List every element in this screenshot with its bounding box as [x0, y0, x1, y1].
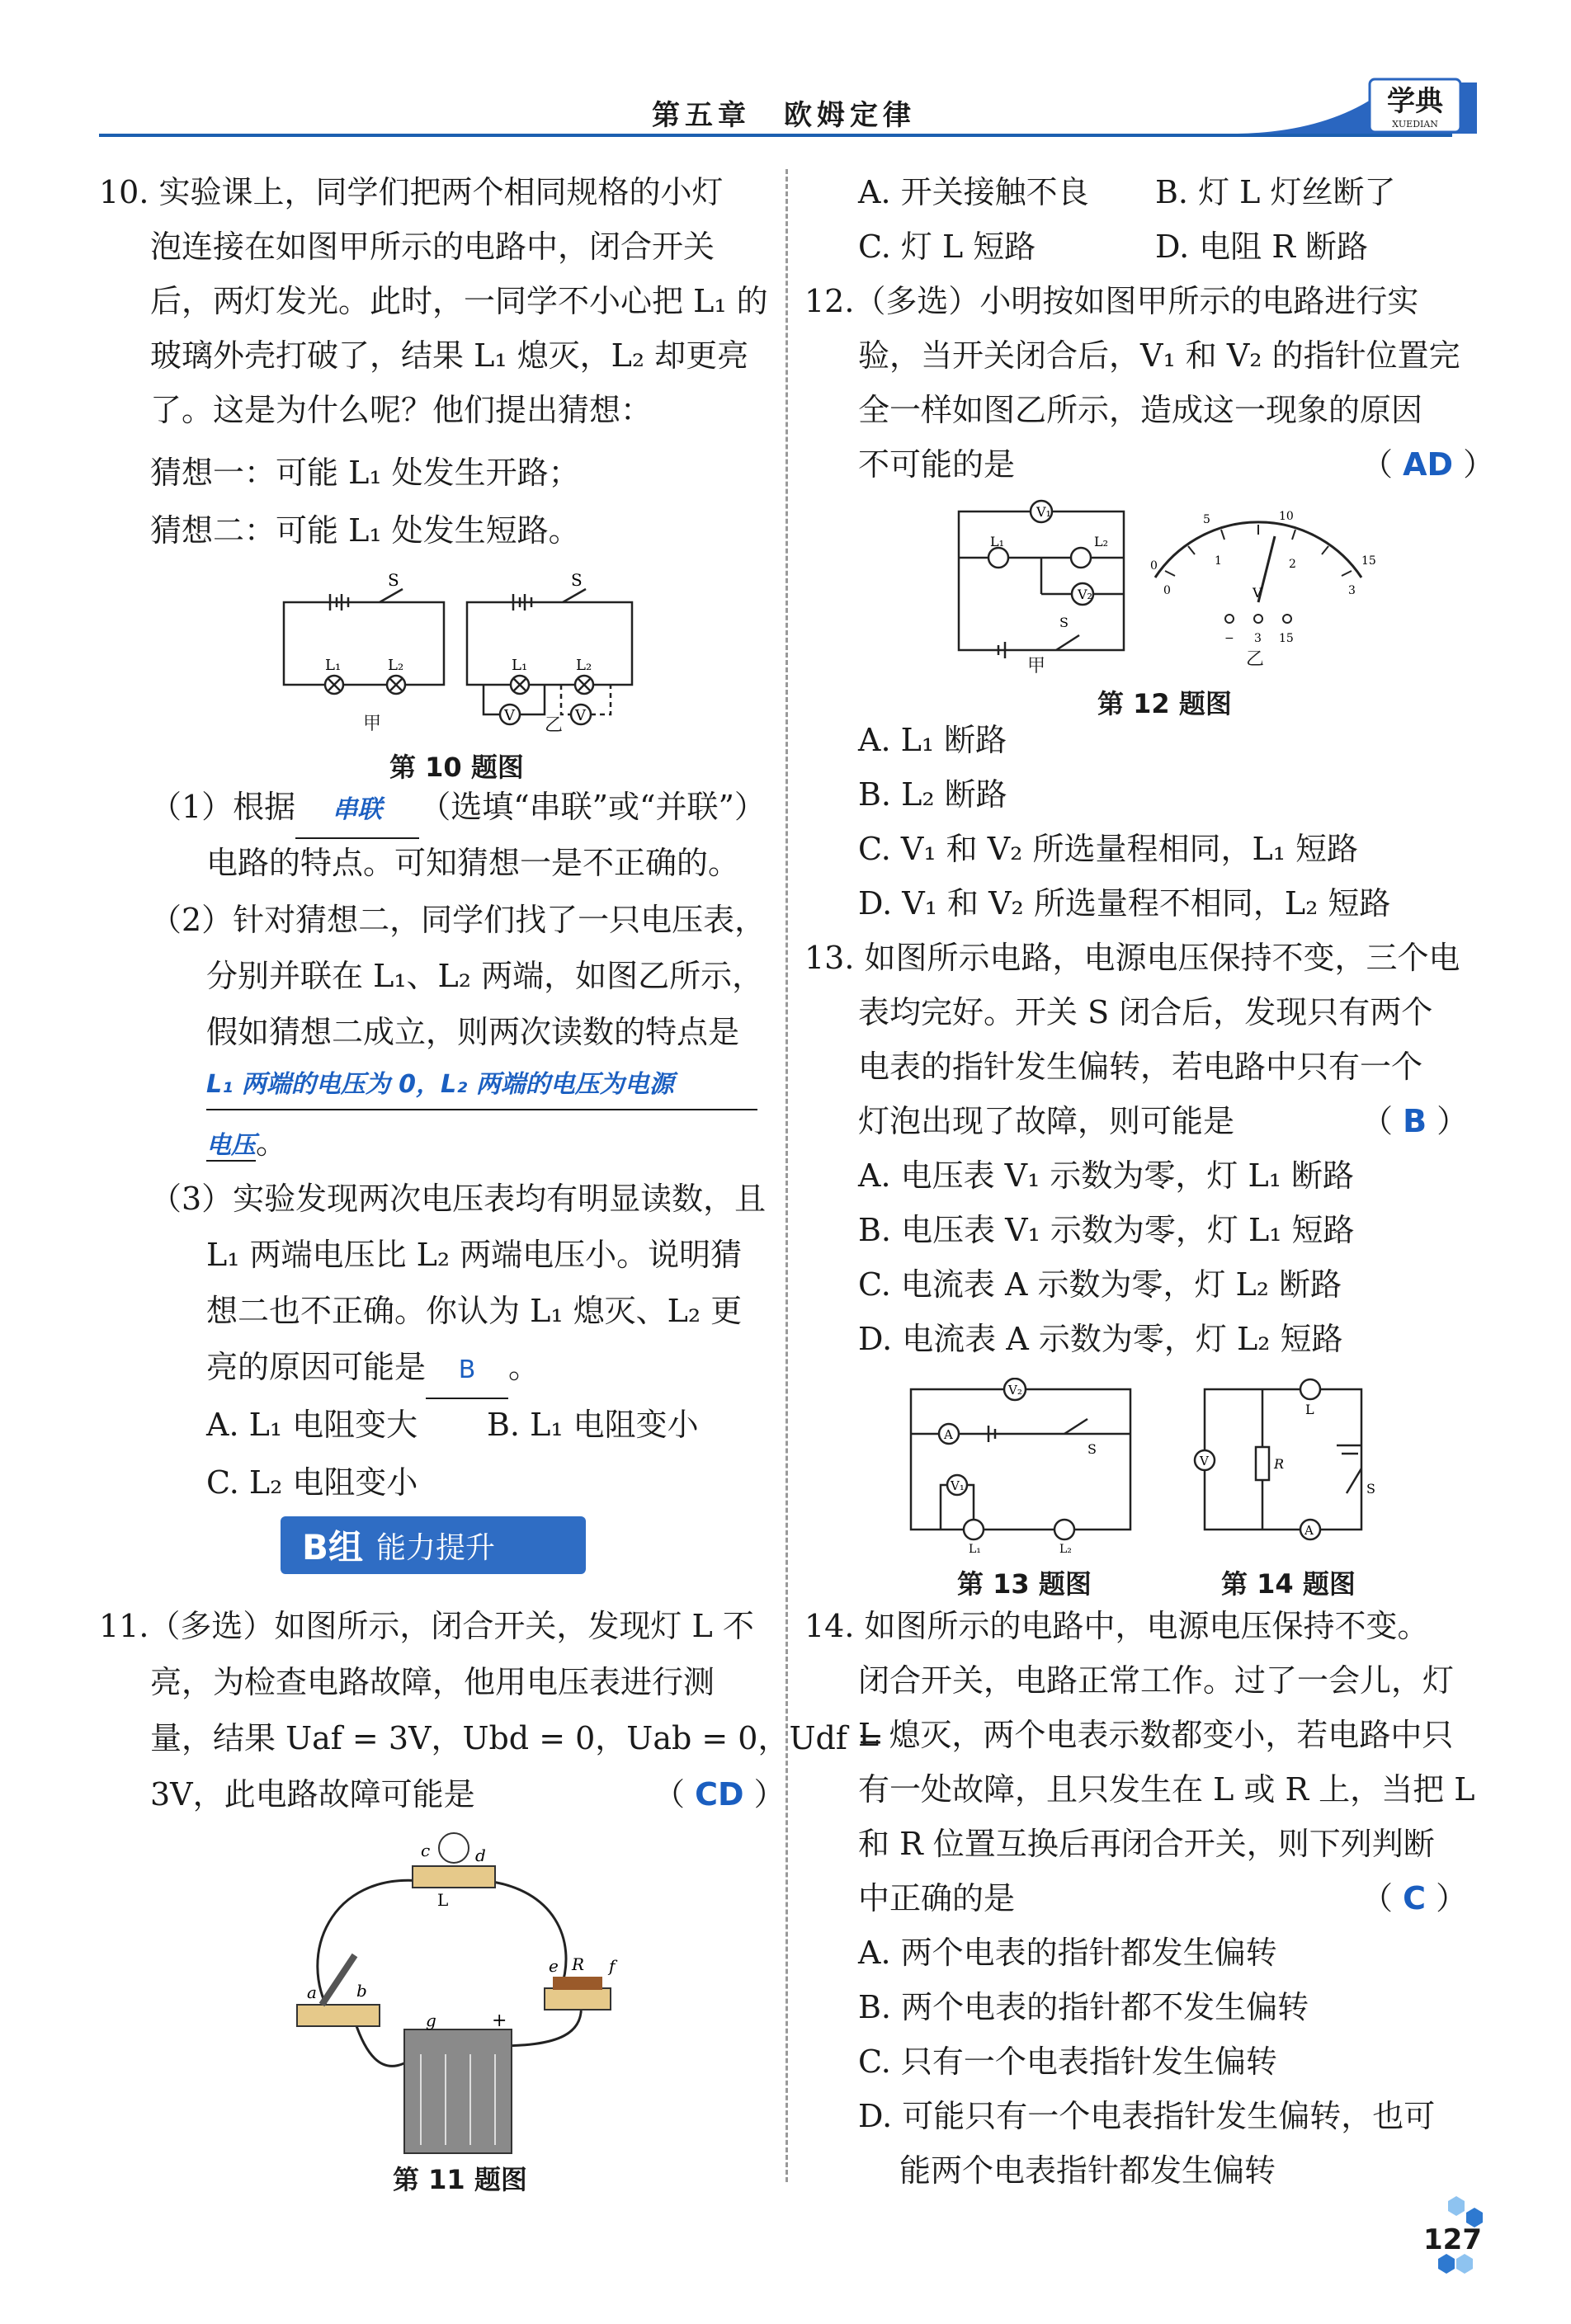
svg-text:V: V — [575, 707, 586, 724]
svg-text:e: e — [549, 1956, 559, 1976]
svg-text:V: V — [1200, 1454, 1209, 1468]
svg-text:1: 1 — [1215, 554, 1222, 568]
q10-line-3: 后，两灯发光。此时，一同学不小心把 L₁ 的 — [150, 283, 768, 319]
q14-option-b: B. 两个电表的指针都不发生偏转 — [858, 1989, 1309, 2025]
q14-option-d: D. 可能只有一个电表指针发生偏转，也可 — [858, 2098, 1436, 2134]
section-banner — [281, 1516, 586, 1574]
q12-option-a: A. L₁ 断路 — [858, 722, 1007, 758]
q10-p2-answer-2-row: 电压。 — [206, 1124, 288, 1161]
svg-text:0: 0 — [1150, 559, 1158, 573]
svg-text:S: S — [388, 570, 399, 590]
q14-fig-caption: 第 14 题图 — [1221, 1568, 1356, 1600]
q10-p3-answer: B — [426, 1340, 508, 1399]
q11-fig-caption: 第 11 题图 — [393, 2164, 527, 2195]
q10-line-4: 玻璃外壳打破了，结果 L₁ 熄灭，L₂ 却更亮 — [150, 337, 749, 374]
q13-line-3: 电表的指针发生偏转，若电路中只有一个 — [858, 1049, 1423, 1085]
q13-option-d: D. 电流表 A 示数为零，灯 L₂ 短路 — [858, 1321, 1343, 1357]
svg-text:−: − — [1224, 632, 1234, 645]
q10-p1-answer: 串联 — [295, 780, 419, 839]
q10-guess-2: 猜想二：可能 L₁ 处发生短路。 — [150, 512, 580, 549]
q14-option-d-cont: 能两个电表指针都发生偏转 — [899, 2152, 1276, 2189]
svg-text:L₁: L₁ — [990, 534, 1005, 549]
svg-text:V₂: V₂ — [1008, 1383, 1022, 1398]
svg-text:a: a — [307, 1982, 317, 2002]
q11-option-b: B. 灯 L 灯丝断了 — [1155, 174, 1396, 210]
svg-text:L₂: L₂ — [1059, 1543, 1072, 1556]
q13-fig-caption: 第 13 题图 — [957, 1568, 1092, 1600]
q10-p3-line3: 想二也不正确。你认为 L₁ 熄灭、L₂ 更 — [206, 1293, 743, 1329]
chapter-title: 第五章 欧姆定律 — [652, 99, 916, 132]
q10-p3-line1: （3）实验发现两次电压表均有明显读数，且 — [150, 1181, 767, 1217]
svg-text:V₂: V₂ — [1078, 587, 1092, 602]
q11-option-c: C. 灯 L 短路 — [858, 229, 1036, 265]
q12-fig-jia: 甲 — [1027, 656, 1046, 676]
q13-line-4: 灯泡出现了故障，则可能是 — [858, 1103, 1235, 1139]
q10-guess-1: 猜想一：可能 L₁ 处发生开路； — [150, 455, 580, 491]
svg-text:+: + — [492, 2011, 507, 2031]
svg-text:S: S — [1059, 615, 1069, 630]
q10-line-5: 了。这是为什么呢？他们提出猜想： — [150, 392, 653, 428]
q11-option-d: D. 电阻 R 断路 — [1155, 229, 1369, 265]
svg-text:3: 3 — [1348, 584, 1356, 597]
q14-line-4: 有一处故障，且只发生在 L 或 R 上，当把 L — [858, 1771, 1475, 1808]
q10-p1-line2: 电路的特点。可知猜想一是不正确的。 — [206, 845, 740, 881]
q10-part1 — [150, 780, 766, 839]
q11-figure — [281, 1823, 644, 2170]
q13-option-a: A. 电压表 V₁ 示数为零，灯 L₁ 断路 — [858, 1157, 1355, 1194]
q10-p2-line1: （2）针对猜想二，同学们找了一只电压表， — [150, 902, 767, 938]
svg-text:A: A — [1304, 1523, 1314, 1538]
q10-p3-line4: 亮的原因可能是 B 。 — [206, 1340, 540, 1399]
q10-fig-jia: 甲 — [363, 714, 382, 734]
q10-p2-line2: 分别并联在 L₁、L₂ 两端，如图乙所示， — [206, 958, 764, 994]
svg-text:f: f — [609, 1956, 616, 1976]
svg-text:10: 10 — [1279, 510, 1294, 523]
q11-answer: （ CD ） — [653, 1776, 786, 1813]
q10-p3-line2: L₁ 两端电压比 L₂ 两端电压小。说明猜 — [206, 1237, 743, 1273]
q12-option-d: D. V₁ 和 V₂ 所选量程不相同，L₂ 短路 — [858, 885, 1391, 922]
svg-text:L₁: L₁ — [969, 1543, 981, 1556]
q12-fig-yi: 乙 — [1246, 649, 1265, 670]
svg-text:L₁: L₁ — [512, 657, 528, 674]
svg-text:S: S — [1087, 1441, 1097, 1457]
svg-text:c: c — [421, 1841, 431, 1860]
svg-text:0: 0 — [1163, 584, 1171, 597]
q13-option-c: C. 电流表 A 示数为零，灯 L₂ 断路 — [858, 1266, 1342, 1303]
brand-sub: XUEDIAN — [1392, 119, 1438, 130]
svg-text:A: A — [944, 1427, 953, 1442]
q10-p2-answer-1: L₁ 两端的电压为 0，L₂ 两端的电压为电源 — [206, 1061, 757, 1110]
q10-p1-pre: （1）根据 — [150, 789, 296, 825]
q14-line-6: 中正确的是 — [858, 1880, 1016, 1916]
q11-line-1: 11.（多选）如图所示，闭合开关，发现灯 L 不 — [99, 1608, 754, 1644]
q12-option-c: C. V₁ 和 V₂ 所选量程相同，L₁ 短路 — [858, 831, 1359, 867]
q10-figure — [272, 569, 652, 734]
q14-option-a: A. 两个电表的指针都发生偏转 — [858, 1935, 1277, 1971]
svg-text:L₂: L₂ — [1094, 534, 1109, 549]
column-divider — [786, 169, 788, 2182]
q13-answer: （ B ） — [1361, 1103, 1469, 1139]
svg-text:d: d — [475, 1846, 486, 1865]
q14-option-c: C. 只有一个电表指针发生偏转 — [858, 2044, 1277, 2080]
q11-line-4: 3V，此电路故障可能是 — [150, 1776, 475, 1813]
q12-line-4: 不可能的是 — [858, 446, 1016, 483]
q10-p2-answer-2: 电压 — [206, 1131, 256, 1160]
svg-text:V: V — [504, 707, 515, 724]
q10-p1-post: （选填“串联”或“并联”） — [419, 789, 766, 825]
svg-text:3: 3 — [1254, 632, 1262, 645]
q11-line-3: 量，结果 Uaf = 3V，Ubd = 0，Uab = 0，Udf = — [150, 1720, 884, 1756]
q10-line-2: 泡连接在如图甲所示的电路中，闭合开关 — [150, 229, 715, 265]
q10-fig-caption: 第 10 题图 — [389, 752, 524, 783]
brand-name: 学典 — [1387, 85, 1443, 118]
q12-line-1: 12.（多选）小明按如图甲所示的电路进行实 — [804, 283, 1419, 319]
q10-fig-yi: 乙 — [545, 715, 564, 736]
q12-fig-caption: 第 12 题图 — [1097, 688, 1232, 719]
q10-option-b: B. L₁ 电阻变小 — [487, 1407, 699, 1443]
page-number: 127 — [1423, 2223, 1482, 2256]
q13-line-1: 13. 如图所示电路，电源电压保持不变，三个电 — [804, 940, 1460, 976]
banner-title: 能力提升 — [376, 1530, 496, 1565]
q12-answer: （ AD ） — [1361, 446, 1495, 483]
svg-text:5: 5 — [1203, 513, 1210, 526]
brand-logo — [1238, 74, 1477, 140]
svg-text:R: R — [572, 1954, 585, 1974]
q10-option-c: C. L₂ 电阻变小 — [206, 1464, 418, 1501]
q14-line-2: 闭合开关，电路正常工作。过了一会儿，灯 — [858, 1662, 1455, 1699]
q10-line-1: 10. 实验课上，同学们把两个相同规格的小灯 — [99, 174, 724, 210]
svg-text:15: 15 — [1279, 632, 1294, 645]
q13-line-2: 表均完好。开关 S 闭合后，发现只有两个 — [858, 994, 1433, 1030]
svg-text:L: L — [1305, 1402, 1314, 1417]
svg-text:V₁: V₁ — [951, 1478, 965, 1493]
q14-line-5: 和 R 位置互换后再闭合开关，则下列判断 — [858, 1826, 1435, 1862]
banner-group: B组 — [302, 1527, 364, 1567]
q13-q14-figures — [899, 1378, 1378, 1559]
svg-text:15: 15 — [1361, 554, 1376, 568]
q12-figure — [949, 495, 1378, 676]
svg-text:L₁: L₁ — [325, 657, 342, 674]
svg-text:L₂: L₂ — [576, 657, 592, 674]
q10-option-a: A. L₁ 电阻变大 — [206, 1407, 418, 1443]
svg-text:L: L — [437, 1890, 449, 1910]
q10-p2-line3: 假如猜想二成立，则两次读数的特点是 — [206, 1014, 740, 1050]
svg-text:S: S — [571, 570, 583, 590]
svg-text:L₂: L₂ — [388, 657, 404, 674]
svg-text:S: S — [1366, 1481, 1375, 1497]
svg-text:V₁: V₁ — [1036, 504, 1051, 520]
svg-text:V: V — [1253, 585, 1262, 601]
q14-line-1: 14. 如图所示的电路中，电源电压保持不变。 — [804, 1608, 1429, 1644]
q12-option-b: B. L₂ 断路 — [858, 776, 1007, 813]
q11-option-a: A. 开关接触不良 — [858, 174, 1089, 210]
q14-answer: （ C ） — [1361, 1880, 1468, 1916]
q14-line-3: L 熄灭，两个电表示数都变小，若电路中只 — [858, 1717, 1454, 1753]
svg-text:2: 2 — [1289, 558, 1296, 571]
q12-line-2: 验，当开关闭合后，V₁ 和 V₂ 的指针位置完 — [858, 337, 1460, 374]
q12-line-3: 全一样如图乙所示，造成这一现象的原因 — [858, 392, 1423, 428]
q11-line-2: 亮，为检查电路故障，他用电压表进行测 — [150, 1664, 715, 1700]
q13-option-b: B. 电压表 V₁ 示数为零，灯 L₁ 短路 — [858, 1212, 1355, 1248]
svg-text:b: b — [356, 1981, 367, 2001]
svg-text:R: R — [1274, 1456, 1285, 1472]
svg-text:g: g — [426, 2011, 436, 2030]
